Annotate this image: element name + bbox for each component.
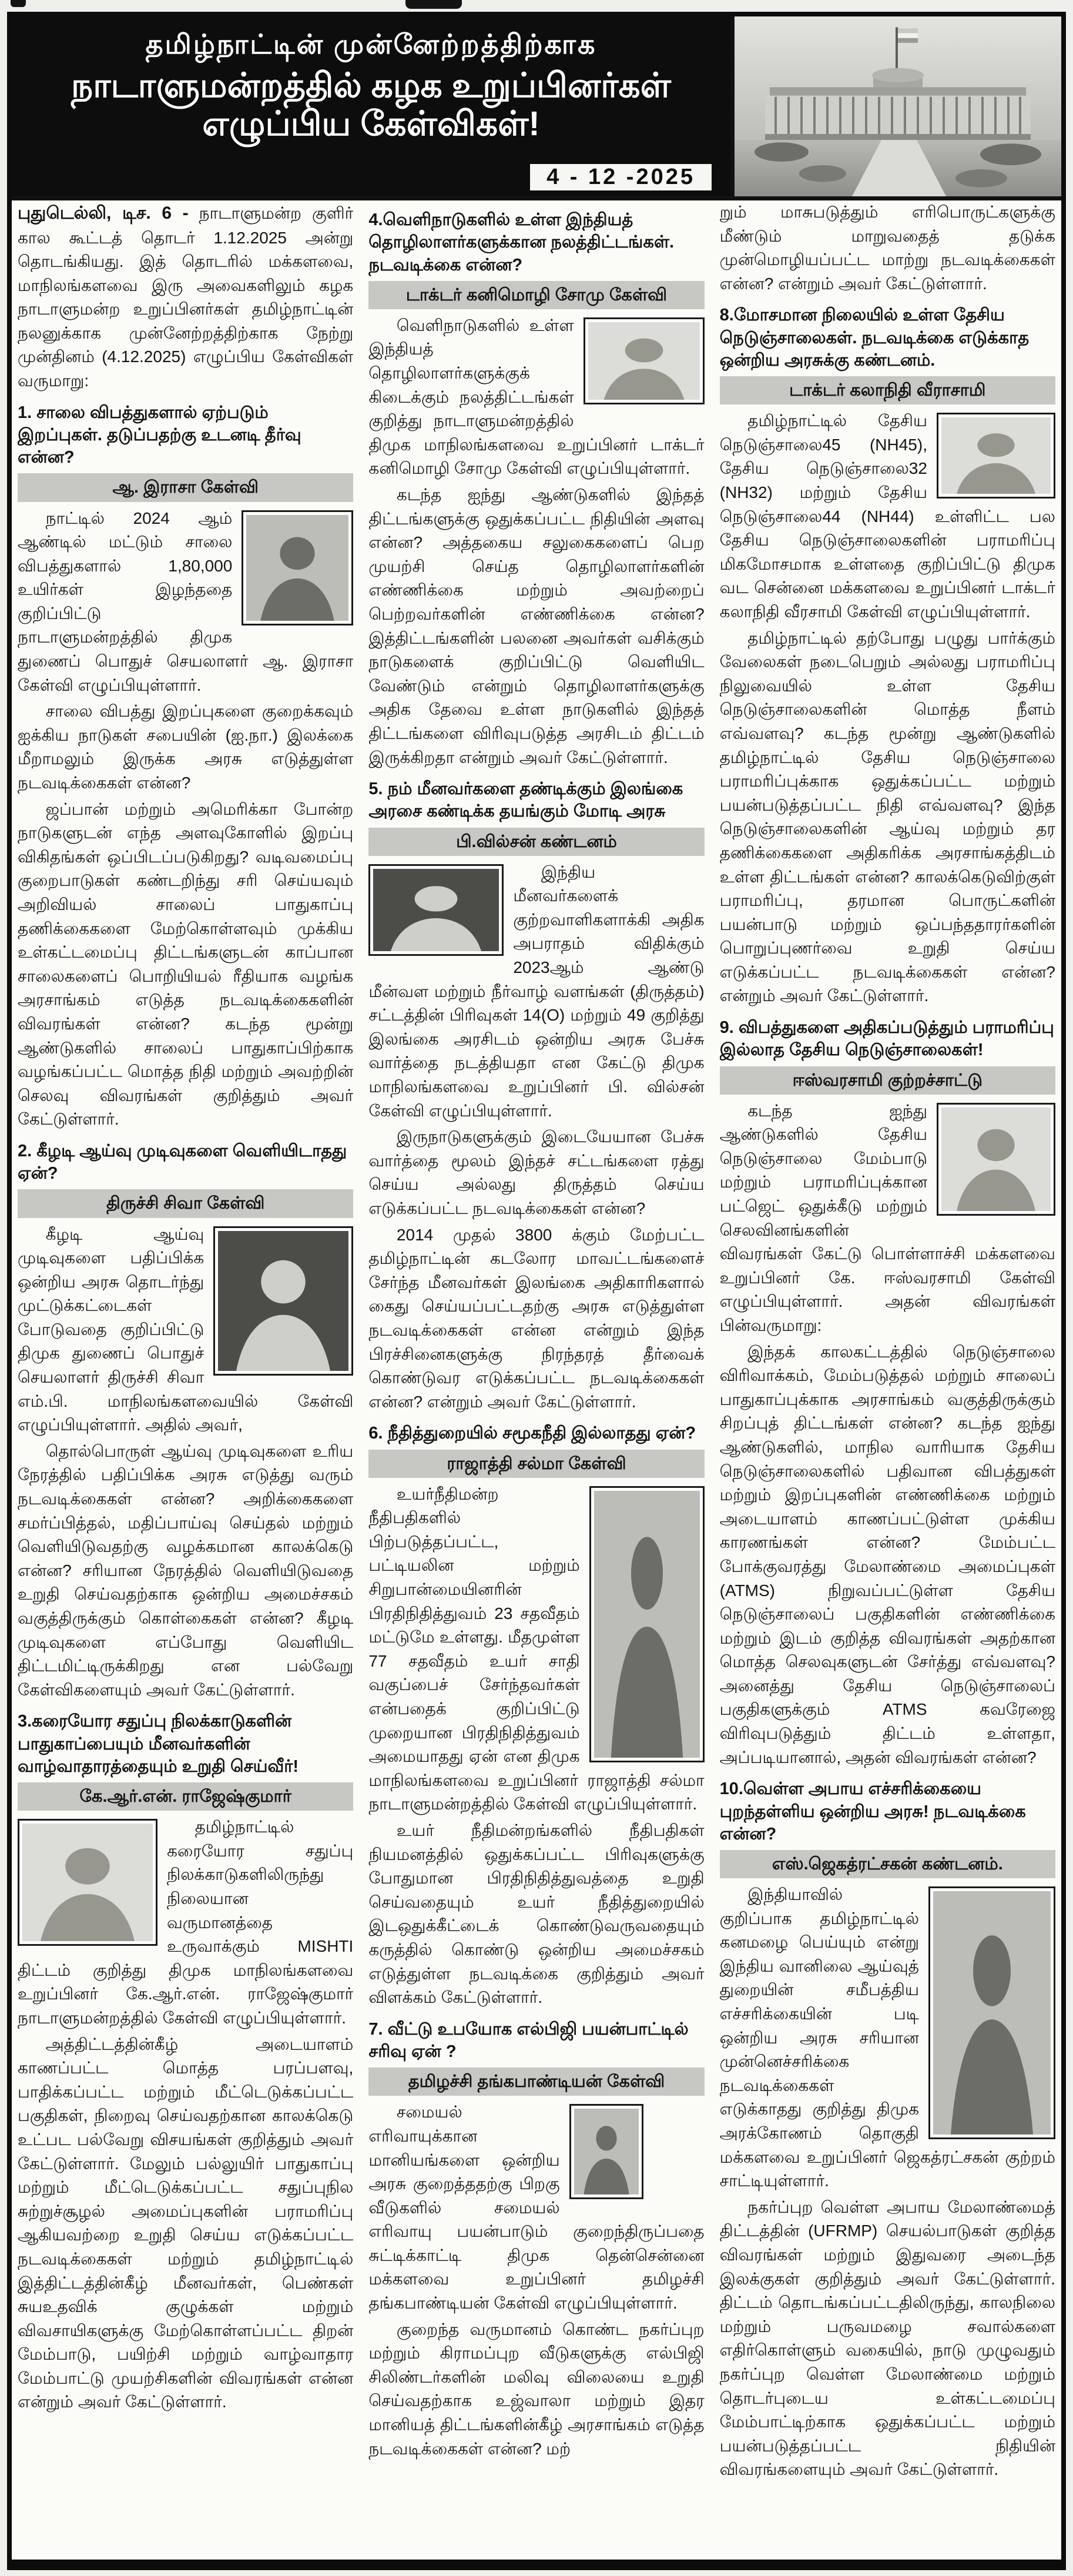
masthead <box>12 16 1061 200</box>
question-6-p2: உயர் நீதிமன்றங்களில் நீதிபதிகள் நியமனத்தில் ஒதுக்கப்பட்ட பிரிவுகளுக்கு போதுமான பிரதிநிதித்துவத்தை உறுதி செய்வதையும் உயர் நீதித்துறையில் இடஒதுக்கீட்டைக் கொண்டுவருவதையும் கருத்தில் கொண்டு ஒன்றிய அமைச்சகம் எடுத்துள்ள நடவடிக்கை குறித்தும் அவர் விளக்கம் கேட்டுள்ளார். <box>368 1821 705 2007</box>
portrait-silhouette <box>594 1491 700 1758</box>
question-8 <box>720 304 1055 1008</box>
parliament-illustration <box>735 16 1061 196</box>
masthead-banner <box>12 16 730 196</box>
photo-thamizhachi-thangapandian <box>569 2104 643 2199</box>
question-1-p3: ஜப்பான் மற்றும் அமெரிக்கா போன்ற நாடுகளுடன் எந்த அளவுகோளில் இறப்பு விகிதங்கள் ஒப்பிடப்படுகிறது? வடிவமைப்பு குறைபாடுகள் கண்டறிந்து சரி செய்யவும் அறிவியல் சாலைப் பாதுகாப்பு தணிக்கைகளை மேற்கொள்ளவும் முக்கிய உள்கட்டமைப்பு திட்டங்களுடன் காப்பான சாலைகளைப் பொறியியல் ரீதியாக வழங்க அரசாங்கம் எடுத்த நடவடிக்கைகளின் விவரங்கள் என்ன? கடந்த மூன்று ஆண்டுகளில் சாலைப் பாதுகாப்பிற்காக வழங்கப்பட்ட மொத்த நிதி மற்றும் அவற்றின் செலவு விவரங்கள் குறித்தும் அவர் கேட்டுள்ளார். <box>18 799 354 1129</box>
question-1-byline: ஆ. இராசா கேள்வி <box>18 473 353 501</box>
portrait-silhouette <box>941 417 1051 494</box>
portrait-silhouette <box>22 1824 153 1941</box>
question-6 <box>368 1422 704 2009</box>
question-1-p2: சாலை விபத்து இறப்புகளை குறைக்கவும் ஐக்கிய நாடுகள் சபையின் (ஐ.நா.) இலக்கை மீறாமலும் இருக்க அரசு எடுத்துள்ள நடவடிக்கைகள் என்ன? <box>18 702 354 792</box>
question-9 <box>720 1016 1055 1769</box>
photo-a-raja <box>242 510 353 625</box>
question-2-byline: திருச்சி சிவா கேள்வி <box>18 1189 353 1217</box>
question-3-heading: 3.கரையோர சதுப்பு நிலக்காடுகளின் பாதுகாப்பையும் மீனவர்களின் வாழ்வாதாரத்தையும் உறுதி செய்வீர்! <box>18 1712 299 1776</box>
portrait-silhouette <box>588 322 700 400</box>
portrait-silhouette <box>933 1891 1051 2135</box>
question-9-p2: இந்தக் காலகட்டத்தில் நெடுஞ்சாலை விரிவாக்கம், மேம்படுத்தல் மற்றும் சாலைப் பாதுகாப்புக்காக அரசாங்கம் வகுத்திருக்கும் சிறப்புத் திட்டங்கள் என்ன? கடந்த ஐந்து ஆண்டுகளில், மாநில வாரியாக தேசிய நெடுஞ்சாலைகளில் பதிவான விபத்துகள் மற்றும் இறப்புகளின் எண்ணிக்கை மற்றும் அடையாளம் காணப்பட்டுள்ள முக்கிய காரணங்கள் என்ன? மேம்பட்ட போக்குவரத்து மேலாண்மை அமைப்புகள் (ATMS) நிறுவப்பட்டுள்ள தேசிய நெடுஞ்சாலைப் பகுதிகளின் எண்ணிக்கை மற்றும் இடம் குறித்த விவரங்கள் அதற்கான மொத்த செலவுகளுடன் சேர்த்து எவ்வளவு? அனைத்து தேசிய நெடுஞ்சாலைப் பகுதிகளுக்கும் ATMS கவரேஜை விரிவுபடுத்தும் திட்டம் உள்ளதா, அப்படியானால், அதன் விவரங்கள் என்ன? <box>719 1342 1055 1767</box>
question-7-p2: குறைந்த வருமானம் கொண்ட நகர்ப்புற மற்றும் கிராமப்புற வீடுகளுக்கு எல்பிஜி சிலிண்டர்களின் மலிவு விலையை உறுதி செய்வதற்காக உஜ்வாலா மற்றும் இதர மானியத் திட்டங்களின்கீழ் அரசாங்கம் எடுத்த நடவடிக்கைகள் என்ன? மற் <box>368 2320 705 2458</box>
portrait-silhouette <box>373 869 499 951</box>
intro-text: நாடாளுமன்ற குளிர் கால கூட்டத் தொடர் 1.12.2025 அன்று தொடங்கியது. இத் தொடரில் மக்களவை, மாநிலங்களவை இரு அவைகளிலும் கழக நாடாளுமன்ற உறுப்பினர்கள் தமிழ்நாட்டின் நலனுக்காக முன்னேற்றத்திற்காக நேற்று முன்தினம் (4.12.2025) எழுப்பிய கேள்விகள் வருமாறு: <box>18 204 354 390</box>
article-body <box>18 200 1055 2557</box>
photo-rajathi-salma <box>589 1486 705 1762</box>
photo-s-jagathratchakan <box>928 1886 1055 2139</box>
portrait-silhouette <box>574 2109 639 2194</box>
question-7-heading: 7. வீட்டு உபயோக எல்பிஜி பயன்பாட்டில் சரிவு ஏன் ? <box>368 2019 689 2061</box>
column-3 <box>720 200 1055 2557</box>
question-4-p1: வெளிநாடுகளில் உள்ள இந்தியத் தொழிலாளர்களுக்குக் கிடைக்கும் நலத்திட்டங்கள் குறித்து நாடாளுமன்றத்தில் திமுக மாநிலங்களவை உறுப்பினர் டாக்டர் கனிமொழி சோமு கேள்வி எழுப்பியுள்ளார். <box>368 316 705 478</box>
article-frame <box>7 12 1066 2570</box>
photo-krn-rajeshkumar <box>18 1819 157 1946</box>
question-5-p1: இந்திய மீனவர்களைக் குற்றவாளிகளாக்கி அதிக அபராதம் விதிக்கும் 2023ஆம் ஆண்டு மீன்வள மற்றும் நீர்வாழ் வளங்கள் (திருத்தம்) சட்டத்தின் பிரிவுகள் 14(O) மற்றும் 49 குறித்து இலங்கை அரசிடம் ஒன்றிய அரசு பேச்சு வார்த்தை நடத்தியதா என கேட்டு திமுக மாநிலங்களவை உறுப்பினர் பி. வில்சன் கேள்வி எழுப்பியுள்ளார். <box>368 862 705 1120</box>
question-7-byline: தமிழச்சி தங்கபாண்டியன் கேள்வி <box>368 2068 704 2096</box>
question-5-byline: பி.வில்சன் கண்டனம் <box>368 828 704 856</box>
question-2-p2: தொல்பொருள் ஆய்வு முடிவுகளை உரிய நேரத்தில் பதிப்பிக்க அரசு எடுத்து வரும் நடவடிக்கைகள் என்ன? அறிக்கைகளை சமர்ப்பித்தல், மதிப்பாய்வு செய்தல் மற்றும் வெளியிடுவதற்கு வழக்கமான காலக்கெடு என்ன? சரியான நேரத்தில் வெளியிடுவதை உறுதி செய்வதற்காக ஒன்றிய அமைச்சகம் வகுத்திருக்கும் கொள்கைகள் என்ன? கீழடி முடிவுகளை எப்போது வெளியிட திட்டமிட்டிருக்கிறது என பல்வேறு கேள்விகளையும் அவர் கேட்டுள்ளார். <box>18 1441 354 1699</box>
question-10-heading: 10.வெள்ள அபாய எச்சரிக்கையை புறந்தள்ளிய ஒன்றிய அரசு! நடவடிக்கை என்ன? <box>719 1779 1026 1844</box>
question-8-byline: டாக்டர் கலாநிதி வீராசாமி <box>720 376 1055 404</box>
question-8-p2: தமிழ்நாட்டில் தற்போது பழுது பார்க்கும் வேலைகள் நடைபெறும் அல்லது பராமரிப்பு நிலுவையில் உள்ள தேசிய நெடுஞ்சாலைகளின் மொத்த நீளம் எவ்வளவு? கடந்த மூன்று ஆண்டுகளில் தமிழ்நாட்டில் தேசிய நெடுஞ்சாலை பராமரிப்புக்காக ஒதுக்கப்பட்ட மற்றும் பயன்படுத்தப்பட்ட நிதி எவ்வளவு? இந்த நெடுஞ்சாலைகளின் ஆய்வு மற்றும் தர தணிக்கைகளை அதிகரிக்க அரசாங்கத்திடம் உள்ள திட்டங்கள் என்ன? காலக்கெடுவிற்குள் பராமரிப்பு, தரமான பொருட்களின் பயன்பாடு மற்றும் ஒப்பந்ததாரர்களின் பொறுப்புணர்வை உறுதி செய்ய எடுக்கப்பட்ட நடவடிக்கைகள் என்ன? என்றும் அவர் கேட்டுள்ளார். <box>719 628 1055 1005</box>
question-5 <box>368 778 704 1414</box>
question-10-byline: எஸ்.ஜெகத்ரட்சகன் கண்டனம். <box>720 1850 1055 1878</box>
question-6-p1: உயர்நீதிமன்ற நீதிபதிகளில் பிற்படுத்தப்பட்ட, பட்டியலின மற்றும் சிறுபான்மையினரின் பிரதிநிதித்துவம் 23 சதவீதம் மட்டுமே உள்ளது. மீதமுள்ள 77 சதவீதம் உயர் சாதி வகுப்பைச் சேர்ந்தவர்கள் என்பதைக் குறிப்பிட்டு முறையான பிரதிநிதித்துவம் அமையாதது ஏன் என திமுக மாநிலங்களவை உறுப்பினர் ராஜாத்தி சல்மா நாடாளுமன்றத்தில் கேள்வி எழுப்பியுள்ளார். <box>368 1484 705 1814</box>
question-4 <box>368 209 704 770</box>
question-3-p1: தமிழ்நாட்டில் கரையோர சதுப்பு நிலக்காடுகளிலிருந்து நிலையான வருமானத்தை உருவாக்கும் MISHTI திட்டம் குறித்து திமுக மாநிலங்களவை உறுப்பினர் கே.ஆர்.என். ராஜேஷ்குமார் நாடாளுமன்றத்தில் கேள்வி எழுப்பியுள்ளார். <box>18 1818 354 2027</box>
question-9-byline: ஈஸ்வரசாமி குற்றச்சாட்டு <box>720 1066 1055 1095</box>
question-5-p3: 2014 முதல் 3800 க்கும் மேற்பட்ட தமிழ்நாட்டின் கடலோர மாவட்டங்களைச் சேர்ந்த மீனவர்கள் இலங்கை அதிகாரிகளால் கைது செய்யப்பட்டதற்கு அரசு எடுத்துள்ள நடவடிக்கைகள் என்ன என்றும் இந்த பிரச்சினைகளுக்கு நிரந்தரத் தீர்வைக் கொண்டுவர எடுக்கப்பட்ட நடவடிக்கைகள் என்ன? என்றும் அவர் கேட்டுள்ளார். <box>368 1225 705 1411</box>
bottom-rule <box>12 2560 1061 2565</box>
question-8-heading: 8.மோசமான நிலையில் உள்ள தேசிய நெடுஞ்சாலைகள். நடவடிக்கை எடுக்காத ஒன்றிய அரசுக்கு கண்டனம். <box>719 306 1030 370</box>
question-6-heading: 6. நீதித்துறையில் சமூகநீதி இல்லாதது ஏன்? <box>368 1424 696 1443</box>
intro-paragraph <box>18 200 353 393</box>
portrait-silhouette <box>246 515 348 621</box>
question-3 <box>18 1710 353 2414</box>
question-7 <box>368 2018 704 2461</box>
question-2-heading: 2. கீழடி ஆய்வு முடிவுகளை வெளியிடாதது ஏன்? <box>18 1141 347 1183</box>
question-1-p1: நாட்டில் 2024 ஆம் ஆண்டில் மட்டும் சாலை விபத்துகளால் 1,80,000 உயிர்கள் இழந்ததை குறிப்பிட்டு நாடாளுமன்றத்தில் திமுக துணைப் பொதுச் செயலாளர் ஆ. இராசா கேள்வி எழுப்பியுள்ளார். <box>18 508 354 694</box>
question-1 <box>18 402 353 1132</box>
date-badge: 4 - 12 -2025 <box>528 162 714 193</box>
photo-eswarasamy <box>937 1103 1055 1216</box>
question-4-byline: டாக்டர் கனிமொழி சோமு கேள்வி <box>368 281 704 309</box>
parliament-photo <box>730 16 1061 196</box>
masthead-kicker: தமிழ்நாட்டின் முன்னேற்றத்திற்காக <box>145 29 597 59</box>
question-1-heading: 1. சாலை விபத்துகளால் ஏற்படும் இறப்புகள். தடுப்பதற்கு உடனடி தீர்வு என்ன? <box>18 403 301 467</box>
photo-kalanidhi-veeraswamy <box>937 413 1055 499</box>
question-10-p2: நகர்ப்புற வெள்ள அபாய மேலாண்மைத் திட்டத்தின் (UFRMP) செயல்பாடுகள் குறித்த விவரங்கள் மற்றும் இதுவரை அடைந்த இலக்குகள் குறித்தும் அவர் கேட்டுள்ளார். திட்டம் தொடங்கப்பட்டதிலிருந்து, காலநிலை மற்றும் பருவமழை சவால்களை எதிர்கொள்ளும் வகையில், நாடு முழுவதும் நகர்ப்புற வெள்ள மேலாண்மை மற்றும் தொடர்புடைய உள்கட்டமைப்பு மேம்பாட்டிற்காக ஒதுக்கப்பட்ட மற்றும் பயன்படுத்தப்பட்ட நிதியின் விவரங்களையும் அவர் கேட்டுள்ளார். <box>719 2197 1055 2479</box>
column-2 <box>368 200 704 2557</box>
question-5-heading: 5. நம் மீனவர்களை தண்டிக்கும் இலங்கை அரசை கண்டிக்க தயங்கும் மோடி அரசு <box>368 780 683 821</box>
question-9-heading: 9. விபத்துகளை அதிகப்படுத்தும் பராமரிப்பு இல்லாத தேசிய நெடுஞ்சாலைகள்! <box>719 1018 1054 1060</box>
question-2 <box>18 1140 353 1702</box>
question-10 <box>720 1778 1055 2482</box>
question-3-byline: கே.ஆர்.என். ராஜேஷ்குமார் <box>18 1782 353 1811</box>
fold-mark-center <box>405 0 462 9</box>
question-4-heading: 4.வெளிநாடுகளில் உள்ள இந்தியத் தொழிலாளர்களுக்கான நலத்திட்டங்கள். நடவடிக்கை என்ன? <box>368 210 675 275</box>
photo-tiruchi-siva <box>213 1226 353 1376</box>
question-6-byline: ராஜாத்தி சல்மா கேள்வி <box>368 1450 704 1478</box>
question-7-p1: சமையல் எரிவாயுக்கான மானியங்களை ஒன்றிய அரசு குறைத்ததற்கு பிறகு வீடுகளில் சமையல் எரிவாயு பயன்பாடும் குறைந்திருப்பதை சுட்டிக்காட்டி திமுக தென்சென்னை மக்களவை உறுப்பினர் தமிழச்சி தங்கபாண்டியன் கேள்வி எழுப்பியுள்ளார். <box>368 2103 705 2313</box>
masthead-title: நாடாளுமன்றத்தில் கழக உறுப்பினர்கள் எழுப்பிய கேள்விகள்! <box>71 66 671 143</box>
question-8-p1: தமிழ்நாட்டில் தேசிய நெடுஞ்சாலை45 (NH45), தேசிய நெடுஞ்சாலை32 (NH32) மற்றும் தேசிய நெடுஞ்சாலை44 (NH44) உள்ளிட்ட பல தேசிய நெடுஞ்சாலைகளின் பராமரிப்பு மிகமோசமாக உள்ளதை குறிப்பிட்டு திமுக வட சென்னை மக்களவை உறுப்பினர் டாக்டர் கலாநிதி வீரசாமி கேள்வி எழுப்பியுள்ளார். <box>719 412 1055 621</box>
column-1 <box>18 200 353 2557</box>
question-5-p2: இருநாடுகளுக்கும் இடையேயான பேச்சு வார்த்தை மூலம் இந்தச் சட்டங்களை ரத்து செய்ய அல்லது திருத்தம் செய்ய எடுக்கப்பட்ட நடவடிக்கைகள் என்ன? <box>368 1128 705 1218</box>
question-3-p2: அத்திட்டத்தின்கீழ் அடையாளம் காணப்பட்ட மொத்த பரப்பளவு, பாதிக்கப்பட்ட மற்றும் மீட்டெடுக்கப்பட்ட பகுதிகள், நிறைவு செய்வதற்கான காலக்கெடு உட்பட பல்வேறு விசயங்கள் குறித்தும் அவர் கேட்டுள்ளார். மேலும் பல்லுயிர் பாதுகாப்பு மற்றும் மீட்டெடுக்கப்பட்ட சதுப்புநில சுற்றுச்சூழல் அமைப்புகளின் பராமரிப்பு ஆகியவற்றை உறுதி செய்ய எடுக்கப்பட்ட நடவடிக்கைகள் மற்றும் தமிழ்நாட்டில் இத்திட்டத்தின்கீழ் மீனவர்கள், பெண்கள் சுயஉதவிக் குழுக்கள் மற்றும் விவசாயிகளுக்கு மேற்கொள்ளப்பட்ட திறன் மேம்பாடு, பயிற்சி மற்றும் வாழ்வாதார மேம்பாட்டு முயற்சிகளின் விவரங்கள் என்ன என்றும் அவர் கேட்டுள்ளார். <box>18 2035 354 2411</box>
question-10-p1: இந்தியாவில் குறிப்பாக தமிழ்நாட்டில் கனமழை பெய்யும் என்று இந்திய வானிலை ஆய்வுத் துறையின் சமீபத்திய எச்சரிக்கையின் படி ஒன்றிய அரசு சரியான முன்னெச்சரிக்கை நடவடிக்கைகள் எடுக்காதது குறித்து திமுக அரக்கோணம் தொகுதி மக்களவை உறுப்பினர் ஜெகத்ரட்சகன் குற்றம் சாட்டியுள்ளார். <box>719 1885 1055 2190</box>
portrait-silhouette <box>218 1231 348 1371</box>
fold-mark-left <box>11 0 26 7</box>
carryover-paragraph: றும் மாசுபடுத்தும் எரிபொருட்களுக்கு மீண்டும் மாறுவதைத் தடுக்க முன்மொழியப்பட்ட மாற்று நடவடிக்கைகள் என்ன? என்றும் அவர் கேட்டுள்ளார். <box>719 203 1055 293</box>
photo-p-wilson <box>368 864 504 956</box>
question-2-p1: கீழடி ஆய்வு முடிவுகளை பதிப்பிக்க ஒன்றிய அரசு தொடர்ந்து முட்டுக்கட்டைகள் போடுவதை குறிப்பிட்டு திமுக துணைப் பொதுச் செயலாளர் திருச்சி சிவா எம்.பி. மாநிலங்களவையில் கேள்வி எழுப்பியுள்ளார். அதில் அவர், <box>18 1225 354 1434</box>
portrait-silhouette <box>941 1108 1051 1211</box>
dateline: புதுடெல்லி, டிச. 6 - <box>18 203 189 223</box>
question-4-p2: கடந்த ஐந்து ஆண்டுகளில் இந்தத் திட்டங்களுக்கு ஒதுக்கப்பட்ட நிதியின் அளவு என்ன? அத்தகைய சலுகைகளைப் பெற முயற்சி செய்த தொழிலாளர்களின் எண்ணிக்கை மற்றும் அவற்றைப் பெற்றவர்களின் எண்ணிக்கை என்ன? இத்திட்டங்களின் பலனை அவர்கள் வசிக்கும் நாடுகளைக் குறிப்பிட்டு வெளியிட வேண்டும் என்றும் தொழிலாளர்களுக்கு அதிக தேவை உள்ள நாடுகளில் இந்தத் திட்டங்களை விரிவுபடுத்த அரசிடம் திட்டம் இருக்கிறதா என்றும் அவர் கேட்டுள்ளார். <box>368 486 705 767</box>
photo-kanimozhi-somu <box>584 317 705 404</box>
question-9-p1: கடந்த ஐந்து ஆண்டுகளில் தேசிய நெடுஞ்சாலை மேம்பாடு மற்றும் பராமரிப்புக்கான பட்ஜெட் ஒதுக்கீடு மற்றும் செலவினங்களின் விவரங்கள் கேட்டு பொள்ளாச்சி மக்களவை உறுப்பினர் கே. ஈஸ்வரசாமி கேள்வி எழுப்பியுள்ளார். அதன் விவரங்கள் பின்வருமாறு: <box>719 1101 1055 1334</box>
